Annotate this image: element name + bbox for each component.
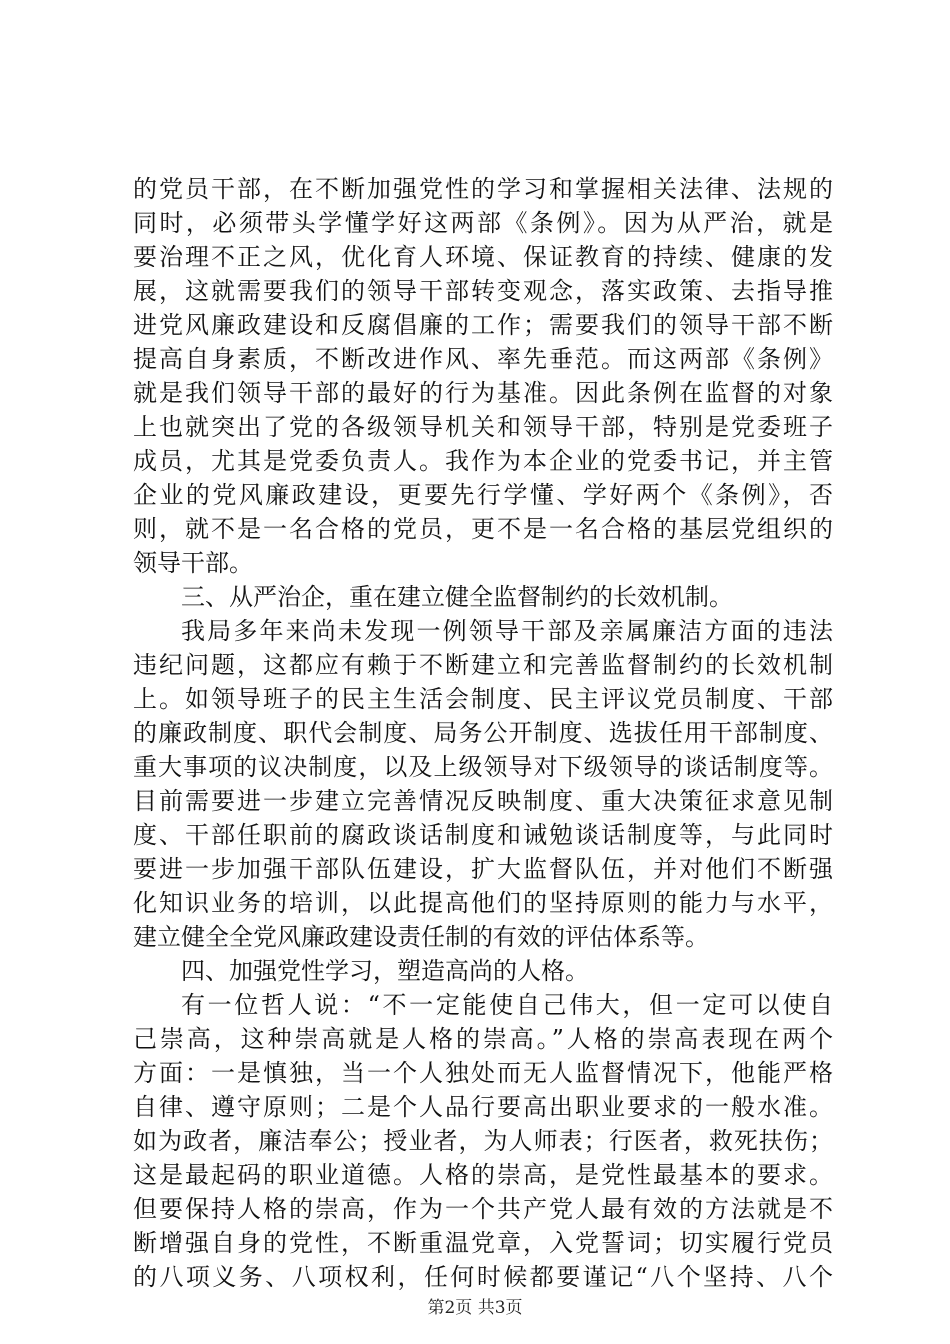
text-line: 上也就突出了党的各级领导机关和领导干部，特别是党委班子 [133, 413, 833, 441]
section-heading: 三、从严治企，重在建立健全监督制约的长效机制。 [181, 583, 733, 611]
text-line: 我局多年来尚未发现一例领导干部及亲属廉洁方面的违法 [181, 617, 833, 645]
section-heading: 四、加强党性学习，塑造高尚的人格。 [181, 957, 589, 985]
text-line: 的党员干部，在不断加强党性的学习和掌握相关法律、法规的 [133, 175, 833, 203]
text-line: 建立健全全党风廉政建设责任制的有效的评估体系等。 [133, 923, 709, 951]
text-line: 进党风廉政建设和反腐倡廉的工作；需要我们的领导干部不断 [133, 311, 833, 339]
text-line: 度、干部任职前的腐政谈话制度和诫勉谈话制度等，与此同时 [133, 821, 833, 849]
text-line: 就是我们领导干部的最好的行为基准。因此条例在监督的对象 [133, 379, 833, 407]
text-line: 要进一步加强干部队伍建设，扩大监督队伍，并对他们不断强 [133, 855, 833, 883]
text-line: 提高自身素质，不断改进作风、率先垂范。而这两部《条例》 [133, 345, 833, 373]
text-line: 但要保持人格的崇高，作为一个共产党人最有效的方法就是不 [133, 1195, 833, 1223]
text-line: 领导干部。 [133, 549, 253, 577]
text-line: 方面：一是慎独，当一个人独处而无人监督情况下，他能严格 [133, 1059, 833, 1087]
text-line: 展，这就需要我们的领导干部转变观念，落实政策、去指导推 [133, 277, 833, 305]
text-line: 的廉政制度、职代会制度、局务公开制度、选拔任用干部制度、 [133, 719, 833, 747]
text-line: 化知识业务的培训，以此提高他们的坚持原则的能力与水平， [133, 889, 833, 917]
text-line: 重大事项的议决制度，以及上级领导对下级领导的谈话制度等。 [133, 753, 833, 781]
text-line: 这是最起码的职业道德。人格的崇高，是党性最基本的要求。 [133, 1161, 833, 1189]
page-number: 第2页 共3页 [427, 1298, 523, 1318]
text-line: 成员，尤其是党委负责人。我作为本企业的党委书记，并主管 [133, 447, 833, 475]
text-line: 的八项义务、八项权利，任何时候都要谨记“八个坚持、八个 [133, 1263, 833, 1291]
text-line: 有一位哲人说：“不一定能使自己伟大，但一定可以使自 [181, 991, 833, 1019]
text-line: 违纪问题，这都应有赖于不断建立和完善监督制约的长效机制 [133, 651, 833, 679]
text-line: 要治理不正之风，优化育人环境、保证教育的持续、健康的发 [133, 243, 833, 271]
text-line: 则，就不是一名合格的党员，更不是一名合格的基层党组织的 [133, 515, 833, 543]
text-line: 如为政者，廉洁奉公；授业者，为人师表；行医者，救死扶伤； [133, 1127, 833, 1155]
text-line: 目前需要进一步建立完善情况反映制度、重大决策征求意见制 [133, 787, 833, 815]
text-line: 同时，必须带头学懂学好这两部《条例》。因为从严治，就是 [133, 209, 833, 237]
text-line: 断增强自身的党性，不断重温党章，入党誓词；切实履行党员 [133, 1229, 833, 1257]
text-line: 企业的党风廉政建设，更要先行学懂、学好两个《条例》，否 [133, 481, 833, 509]
text-line: 自律、遵守原则；二是个人品行要高出职业要求的一般水准。 [133, 1093, 833, 1121]
text-line: 上。如领导班子的民主生活会制度、民主评议党员制度、干部 [133, 685, 833, 713]
text-line: 己崇高，这种崇高就是人格的崇高。”人格的崇高表现在两个 [133, 1025, 833, 1053]
